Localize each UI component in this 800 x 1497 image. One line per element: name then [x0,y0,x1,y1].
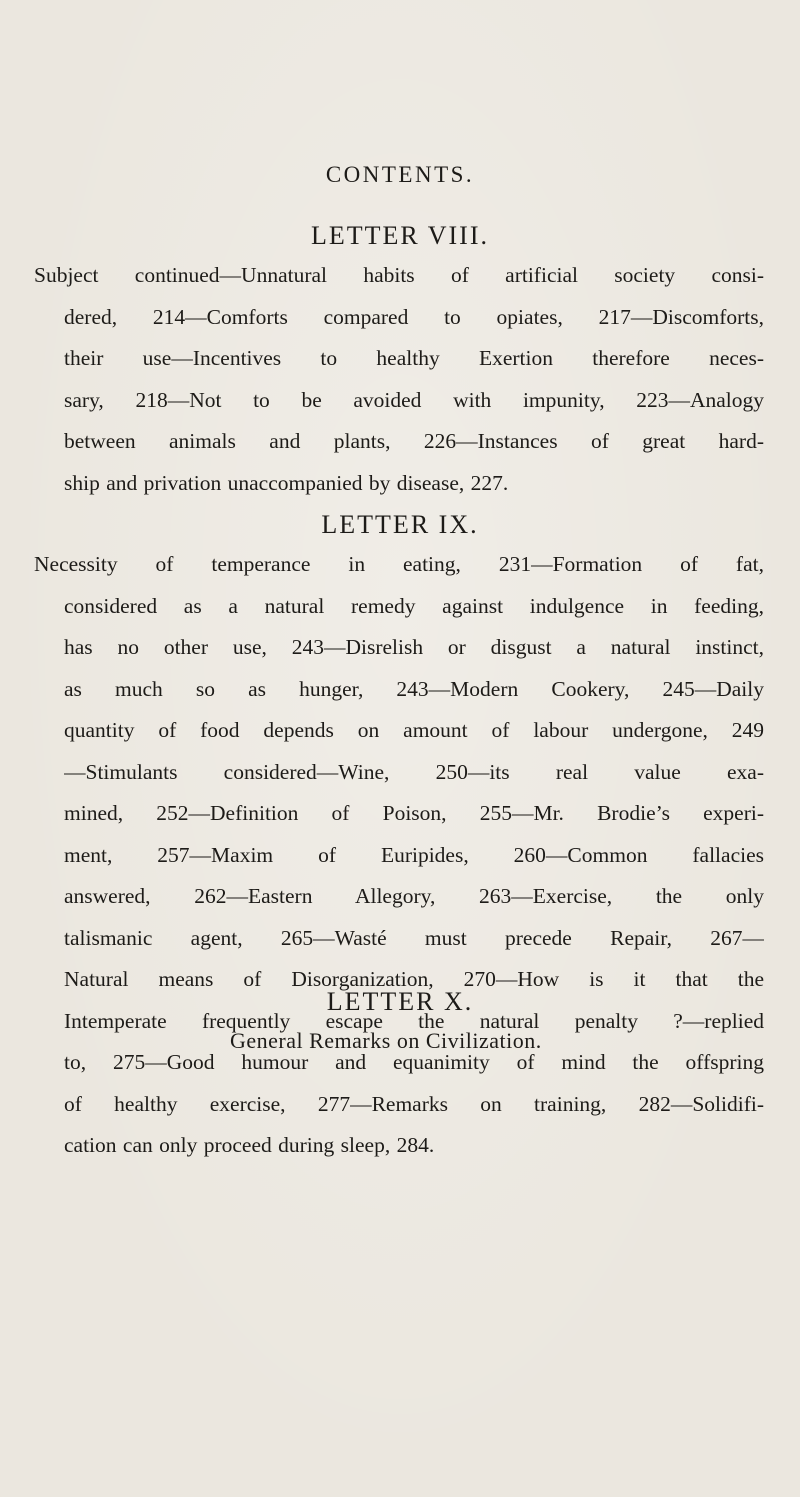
letter-ix-summary [34,544,764,1167]
letter-x-heading: LETTER X. [326,987,474,1016]
summary-line: ship and privation unaccompanied by disease, 227. [64,470,509,495]
letter-viii-heading: LETTER VIII. [310,221,490,250]
summary-line: sary, 218—Not to be avoided with impunity, 223—Analogy [64,387,764,412]
summary-line: has no other use, 243—Disrelish or disgust a natural instinct, [64,635,764,659]
summary-line: mined, 252—Definition of Poison, 255—Mr. Brodie’s experi- [64,801,764,825]
letter-ix-heading: LETTER IX. [321,510,479,539]
summary-line: to, 275—Good humour and equanimity of mind the offspring [64,1050,764,1074]
summary-line: talismanic agent, 265—Wasté must precede Repair, 267— [64,925,764,950]
summary-line: Subject continued—Unnatural habits of artificial society consi- [34,263,764,287]
summary-line: Intemperate frequently escape the natural penalty ?—replied [64,1008,764,1033]
summary-line: as much so as hunger, 243—Modern Cookery, 245—Daily [64,676,764,701]
summary-line: Necessity of temperance in eating, 231—Formation of fat, [34,552,764,576]
summary-line: considered as a natural remedy against indulgence in feeding, [64,593,764,618]
summary-line: —Stimulants considered—Wine, 250—its real value exa- [64,759,764,784]
running-head: CONTENTS. [325,162,475,187]
summary-line: quantity of food depends on amount of labour undergone, 249 [64,718,764,742]
summary-line: of healthy exercise, 277—Remarks on training, 282—Solidifi- [64,1091,764,1116]
summary-line: answered, 262—Eastern Allegory, 263—Exercise, the only [64,884,764,908]
letter-viii-summary [34,255,764,504]
summary-line: between animals and plants, 226—Instances of great hard- [64,429,764,453]
summary-line: cation can only proceed during sleep, 284. [64,1133,435,1157]
summary-line: their use—Incentives to healthy Exertion therefore neces- [64,346,764,370]
letter-x-subtitle: General Remarks on Civilization. [230,1028,542,1053]
summary-line: dered, 214—Comforts compared to opiates, 217—Discomforts, [64,304,764,329]
summary-line: Natural means of Disorganization, 270—How is it that the [64,967,764,991]
summary-line: ment, 257—Maxim of Euripides, 260—Common fallacies [64,842,764,867]
